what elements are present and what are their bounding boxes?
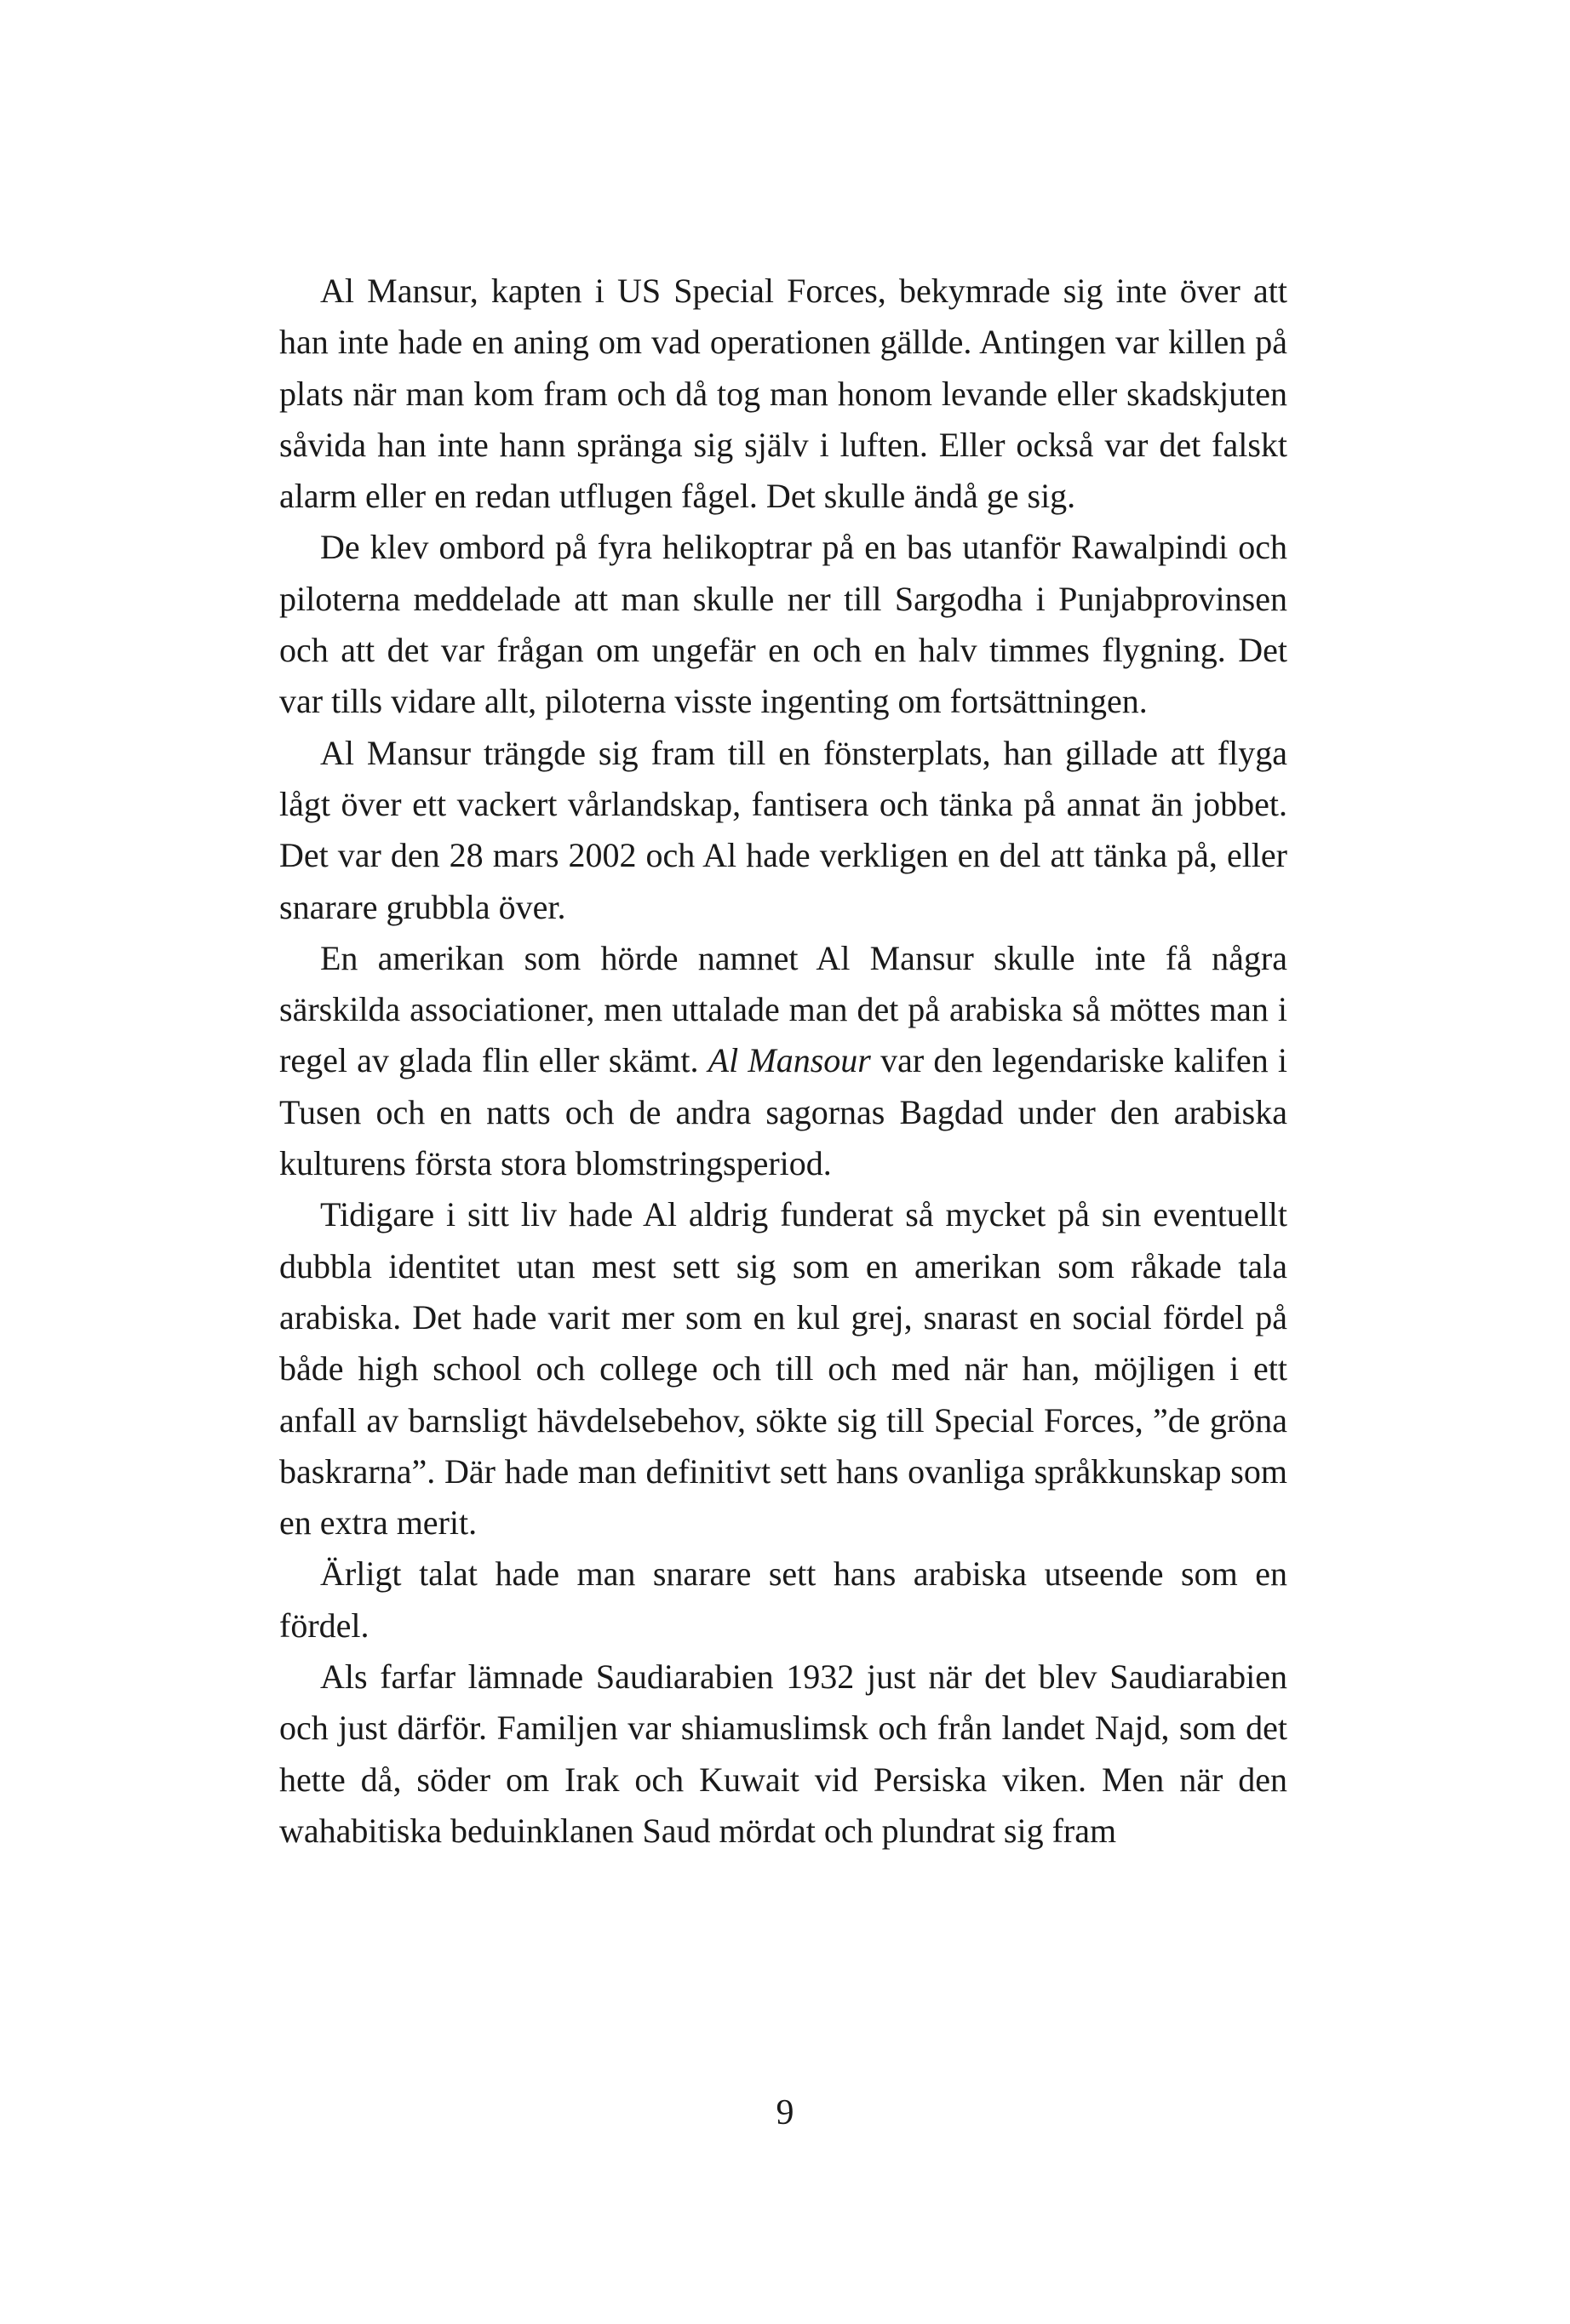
- paragraph-4: [279, 933, 1287, 1189]
- paragraph-3: [279, 728, 1287, 933]
- paragraph-5-text: Tidigare i sitt liv hade Al aldrig funderat så mycket på sin eventuellt dubbla identitet utan mest sett sig som en amerikan som råkade tala arabiska. Det hade varit mer som en kul grej, snarast en social fördel på både high school och college och till och med när han, möjligen i ett anfall av barnsligt hävdelsebehov, sökte sig till Special Forces, ”de gröna baskrarna”. Där hade man definitivt sett hans ovanliga språkkunskap som en extra merit.: [279, 1195, 1287, 1543]
- paragraph-7: [279, 1651, 1287, 1857]
- paragraph-5: [279, 1189, 1287, 1548]
- paragraph-1: [279, 266, 1287, 522]
- paragraph-7-text: Als farfar lämnade Saudiarabien 1932 just när det blev Saudiarabien och just därför. Familjen var shiamuslimsk och från landet Najd, som det hette då, söder om Irak och Kuwait vid Persiska viken. Men när den wahabitiska beduinklanen Saud mördat och plundrat sig fram: [279, 1657, 1287, 1850]
- page-number: 9: [776, 2093, 794, 2132]
- paragraph-1-text: Al Mansur, kapten i US Special Forces, bekymrade sig inte över att han inte hade en aning om vad operationen gällde. Antingen var killen på plats när man kom fram och då tog man honom levande eller skadskjuten såvida han inte hann spränga sig själv i luften. Eller också var det falskt alarm eller en redan utflugen fågel. Det skulle ändå ge sig.: [279, 272, 1287, 516]
- paragraph-6: [279, 1548, 1287, 1651]
- paragraph-2: [279, 522, 1287, 727]
- paragraph-2-text: De klev ombord på fyra helikoptrar på en bas utanför Rawalpindi och piloterna meddelade att man skulle ner till Sargodha i Punjabprovinsen och att det var frågan om ungefär en och en halv timmes flygning. Det var tills vidare allt, piloterna visste ingenting om fortsättningen.: [279, 528, 1287, 721]
- paragraph-4-text-end: var den legendariske kalifen i Tusen och en natts och de andra sagornas Bagdad under den arabiska kulturens första stora blomstringsperiod.: [279, 1041, 1288, 1183]
- paragraph-4-italic-name: Al Mansour: [708, 1041, 871, 1080]
- body-text: [279, 266, 1287, 1857]
- paragraph-4-text-start: En amerikan som hörde namnet Al Mansur skulle inte få några särskilda associationer, men uttalade man det på arabiska så möttes man i regel av glada flin eller skämt.: [279, 938, 1287, 1080]
- paragraph-3-text: Al Mansur trängde sig fram till en fönsterplats, han gillade att flyga lågt över ett vackert vårlandskap, fantisera och tänka på annat än jobbet. Det var den 28 mars 2002 och Al hade verkligen en del att tänka på, eller snarare grubbla över.: [279, 733, 1287, 926]
- paragraph-6-text: Ärligt talat hade man snarare sett hans arabiska utseende som en fördel.: [279, 1554, 1287, 1645]
